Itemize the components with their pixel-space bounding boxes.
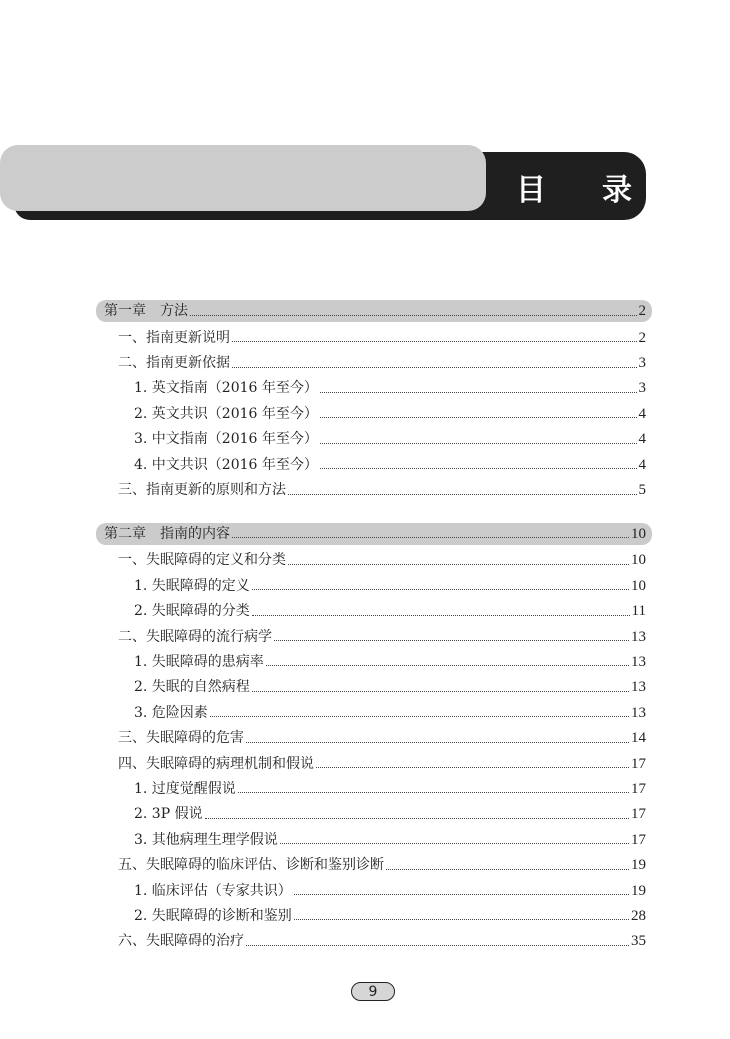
toc-entry-page: 4 [638, 431, 646, 448]
toc-entry-page: 2 [638, 303, 646, 319]
toc-entry-title: 4. 中文共识（2016 年至今） [134, 456, 318, 473]
toc-section-entry[interactable] [96, 548, 652, 573]
toc-entry-page: 4 [638, 405, 646, 422]
toc-leader-dots [252, 691, 629, 692]
toc-entry-page: 13 [631, 704, 646, 721]
toc-chapter [96, 300, 656, 503]
toc-subsection-entry[interactable] [96, 649, 652, 674]
toc-entry-title: 一、指南更新说明 [118, 329, 230, 346]
toc-leader-dots [280, 843, 629, 844]
toc-subsection-entry[interactable] [96, 573, 652, 598]
toc-section-entry[interactable] [96, 477, 652, 502]
toc-leader-dots [294, 919, 629, 920]
toc-entry-title: 3. 危险因素 [134, 704, 208, 721]
toc-leader-dots [320, 468, 637, 469]
toc-entry-page: 10 [631, 577, 646, 594]
page-number: 9 [368, 983, 378, 1000]
toc-chapter-heading[interactable] [96, 300, 652, 322]
toc-subsection-entry[interactable] [96, 827, 652, 852]
toc-section-entry[interactable] [96, 624, 652, 649]
toc-leader-dots [252, 615, 630, 616]
toc-leader-dots [274, 640, 629, 641]
toc-entry-title: 1. 失眠障碍的定义 [134, 577, 250, 594]
toc-entry-page: 3 [638, 355, 646, 372]
toc-leader-dots [232, 341, 637, 342]
toc-entry-title: 五、失眠障碍的临床评估、诊断和鉴别诊断 [118, 857, 384, 874]
toc-entry-title: 3. 其他病理生理学假说 [134, 831, 278, 848]
toc-entry-page: 19 [631, 882, 646, 899]
toc-subsection-entry[interactable] [96, 452, 652, 477]
toc-leader-dots [210, 716, 629, 717]
toc-entry-title: 三、失眠障碍的危害 [118, 730, 244, 747]
toc-section-entry[interactable] [96, 725, 652, 750]
toc-entry-page: 19 [631, 857, 646, 874]
toc-entry-page: 14 [631, 730, 646, 747]
toc-entry-title: 2. 失眠障碍的分类 [134, 603, 250, 620]
toc-entry-page: 5 [638, 482, 646, 499]
toc-leader-dots [205, 818, 629, 819]
toc-entry-title: 1. 失眠障碍的患病率 [134, 653, 264, 670]
toc-leader-dots [246, 945, 629, 946]
toc-entry-page: 10 [631, 525, 646, 542]
toc-chapter [96, 523, 656, 954]
toc-entry-title: 1. 过度觉醒假说 [134, 780, 236, 797]
toc-subsection-entry[interactable] [96, 599, 652, 624]
toc-leader-dots [238, 792, 629, 793]
toc-entry-title: 一、失眠障碍的定义和分类 [118, 552, 286, 569]
toc-subsection-entry[interactable] [96, 427, 652, 452]
toc-subsection-entry[interactable] [96, 878, 652, 903]
toc-subsection-entry[interactable] [96, 376, 652, 401]
toc-entry-page: 28 [631, 907, 646, 924]
toc-chapter-heading[interactable] [96, 523, 652, 545]
toc-subsection-entry[interactable] [96, 903, 652, 928]
toc-section-entry[interactable] [96, 929, 652, 954]
toc-leader-dots [266, 665, 629, 666]
toc-entry-title: 二、指南更新依据 [118, 355, 230, 372]
toc-leader-dots [232, 537, 629, 538]
toc-section-entry[interactable] [96, 751, 652, 776]
toc-entry-page: 13 [631, 653, 646, 670]
page-number-badge [351, 982, 395, 1001]
toc-entry-title: 2. 失眠的自然病程 [134, 679, 250, 696]
toc-entry-title: 2. 失眠障碍的诊断和鉴别 [134, 907, 292, 924]
toc-leader-dots [288, 494, 637, 495]
toc-entry-title: 第一章 方法 [104, 303, 188, 319]
page-title-char-1: 目 [516, 173, 546, 208]
toc-subsection-entry[interactable] [96, 675, 652, 700]
toc-entry-title: 1. 临床评估（专家共识） [134, 882, 292, 899]
toc-entry-title: 2. 英文共识（2016 年至今） [134, 405, 318, 422]
toc-leader-dots [288, 564, 629, 565]
toc-leader-dots [294, 894, 629, 895]
toc-entry-title: 2. 3P 假说 [134, 806, 203, 823]
toc-leader-dots [316, 767, 629, 768]
toc-entry-title: 四、失眠障碍的病理机制和假说 [118, 755, 314, 772]
toc-entry-title: 六、失眠障碍的治疗 [118, 933, 244, 950]
toc-entry-title: 二、失眠障碍的流行病学 [118, 628, 272, 645]
table-of-contents [96, 300, 656, 954]
toc-entry-page: 13 [631, 628, 646, 645]
toc-section-entry[interactable] [96, 852, 652, 877]
toc-entry-title: 三、指南更新的原则和方法 [118, 482, 286, 499]
toc-entry-page: 2 [638, 329, 646, 346]
toc-section-entry[interactable] [96, 325, 652, 350]
title-banner-accent [0, 145, 486, 211]
toc-subsection-entry[interactable] [96, 776, 652, 801]
toc-entry-page: 4 [638, 456, 646, 473]
toc-leader-dots [320, 443, 637, 444]
toc-leader-dots [252, 589, 629, 590]
toc-entry-title: 3. 中文指南（2016 年至今） [134, 431, 318, 448]
toc-entry-page: 11 [631, 603, 646, 620]
toc-entry-page: 3 [638, 380, 646, 397]
toc-entry-page: 35 [631, 933, 646, 950]
toc-entry-title: 1. 英文指南（2016 年至今） [134, 380, 318, 397]
toc-subsection-entry[interactable] [96, 401, 652, 426]
page-title [516, 162, 646, 212]
toc-leader-dots [190, 315, 637, 316]
toc-leader-dots [386, 869, 629, 870]
toc-subsection-entry[interactable] [96, 802, 652, 827]
toc-entry-page: 17 [631, 806, 646, 823]
toc-section-entry[interactable] [96, 350, 652, 375]
toc-entry-page: 17 [631, 831, 646, 848]
page-title-char-2: 录 [602, 173, 632, 208]
toc-leader-dots [320, 417, 637, 418]
toc-entry-page: 17 [631, 755, 646, 772]
toc-entry-page: 13 [631, 679, 646, 696]
toc-entry-page: 17 [631, 780, 646, 797]
toc-leader-dots [232, 367, 637, 368]
toc-leader-dots [246, 742, 629, 743]
toc-entry-title: 第二章 指南的内容 [104, 525, 230, 542]
toc-entry-page: 10 [631, 552, 646, 569]
toc-subsection-entry[interactable] [96, 700, 652, 725]
toc-leader-dots [320, 392, 637, 393]
